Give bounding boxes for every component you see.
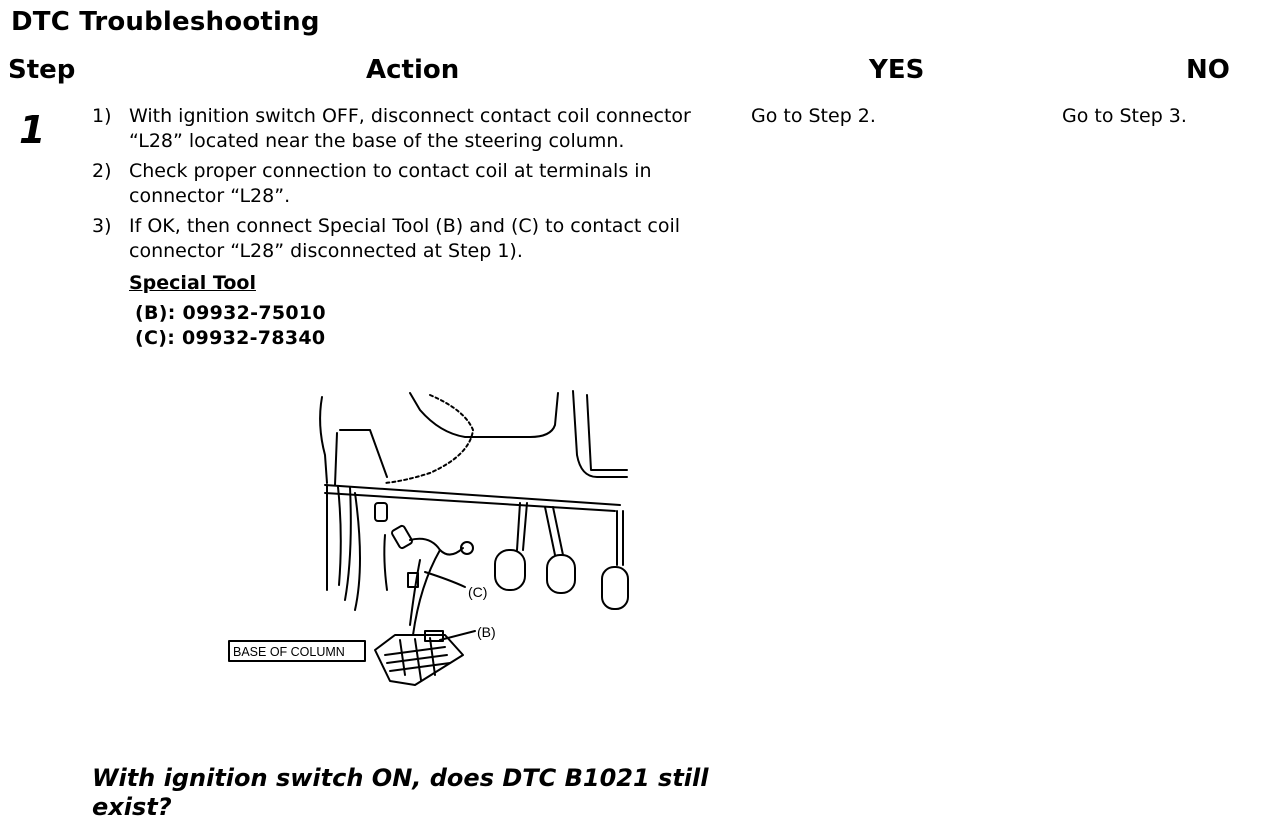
action-item-text: Check proper connection to contact coil at terminals in connector “L28”. [129, 160, 652, 207]
special-tool-title: Special Tool [129, 272, 256, 294]
figure-label-base: BASE OF COLUMN [233, 645, 345, 659]
special-tool-b: (B): 09932-75010 [135, 302, 326, 324]
header-step: Step [8, 55, 76, 85]
figure-label-c: (C) [468, 584, 488, 600]
header-action: Action [366, 55, 460, 85]
steering-column-illustration [225, 385, 635, 700]
action-item-number: 2) [92, 160, 112, 182]
action-item [92, 159, 742, 209]
action-item [92, 104, 742, 154]
figure-label-b: (B) [477, 624, 496, 640]
action-item-text: With ignition switch OFF, disconnect contact coil connector “L28” located near the base of the steering column. [129, 105, 691, 152]
no-result: Go to Step 3. [1062, 105, 1187, 127]
action-item-number: 1) [92, 105, 112, 127]
special-tool-c: (C): 09932-78340 [135, 327, 326, 349]
page-title: DTC Troubleshooting [11, 7, 320, 37]
action-item [92, 214, 742, 264]
action-item-number: 3) [92, 215, 112, 237]
yes-result: Go to Step 2. [751, 105, 876, 127]
diagnostic-question: With ignition switch ON, does DTC B1021 still exist? [92, 764, 709, 821]
action-list [92, 104, 742, 269]
action-item-text: If OK, then connect Special Tool (B) and (C) to contact coil connector “L28” disconnected at Step 1). [129, 215, 681, 262]
header-yes: YES [869, 55, 925, 85]
header-no: NO [1186, 55, 1230, 85]
step-number: 1 [19, 108, 46, 152]
